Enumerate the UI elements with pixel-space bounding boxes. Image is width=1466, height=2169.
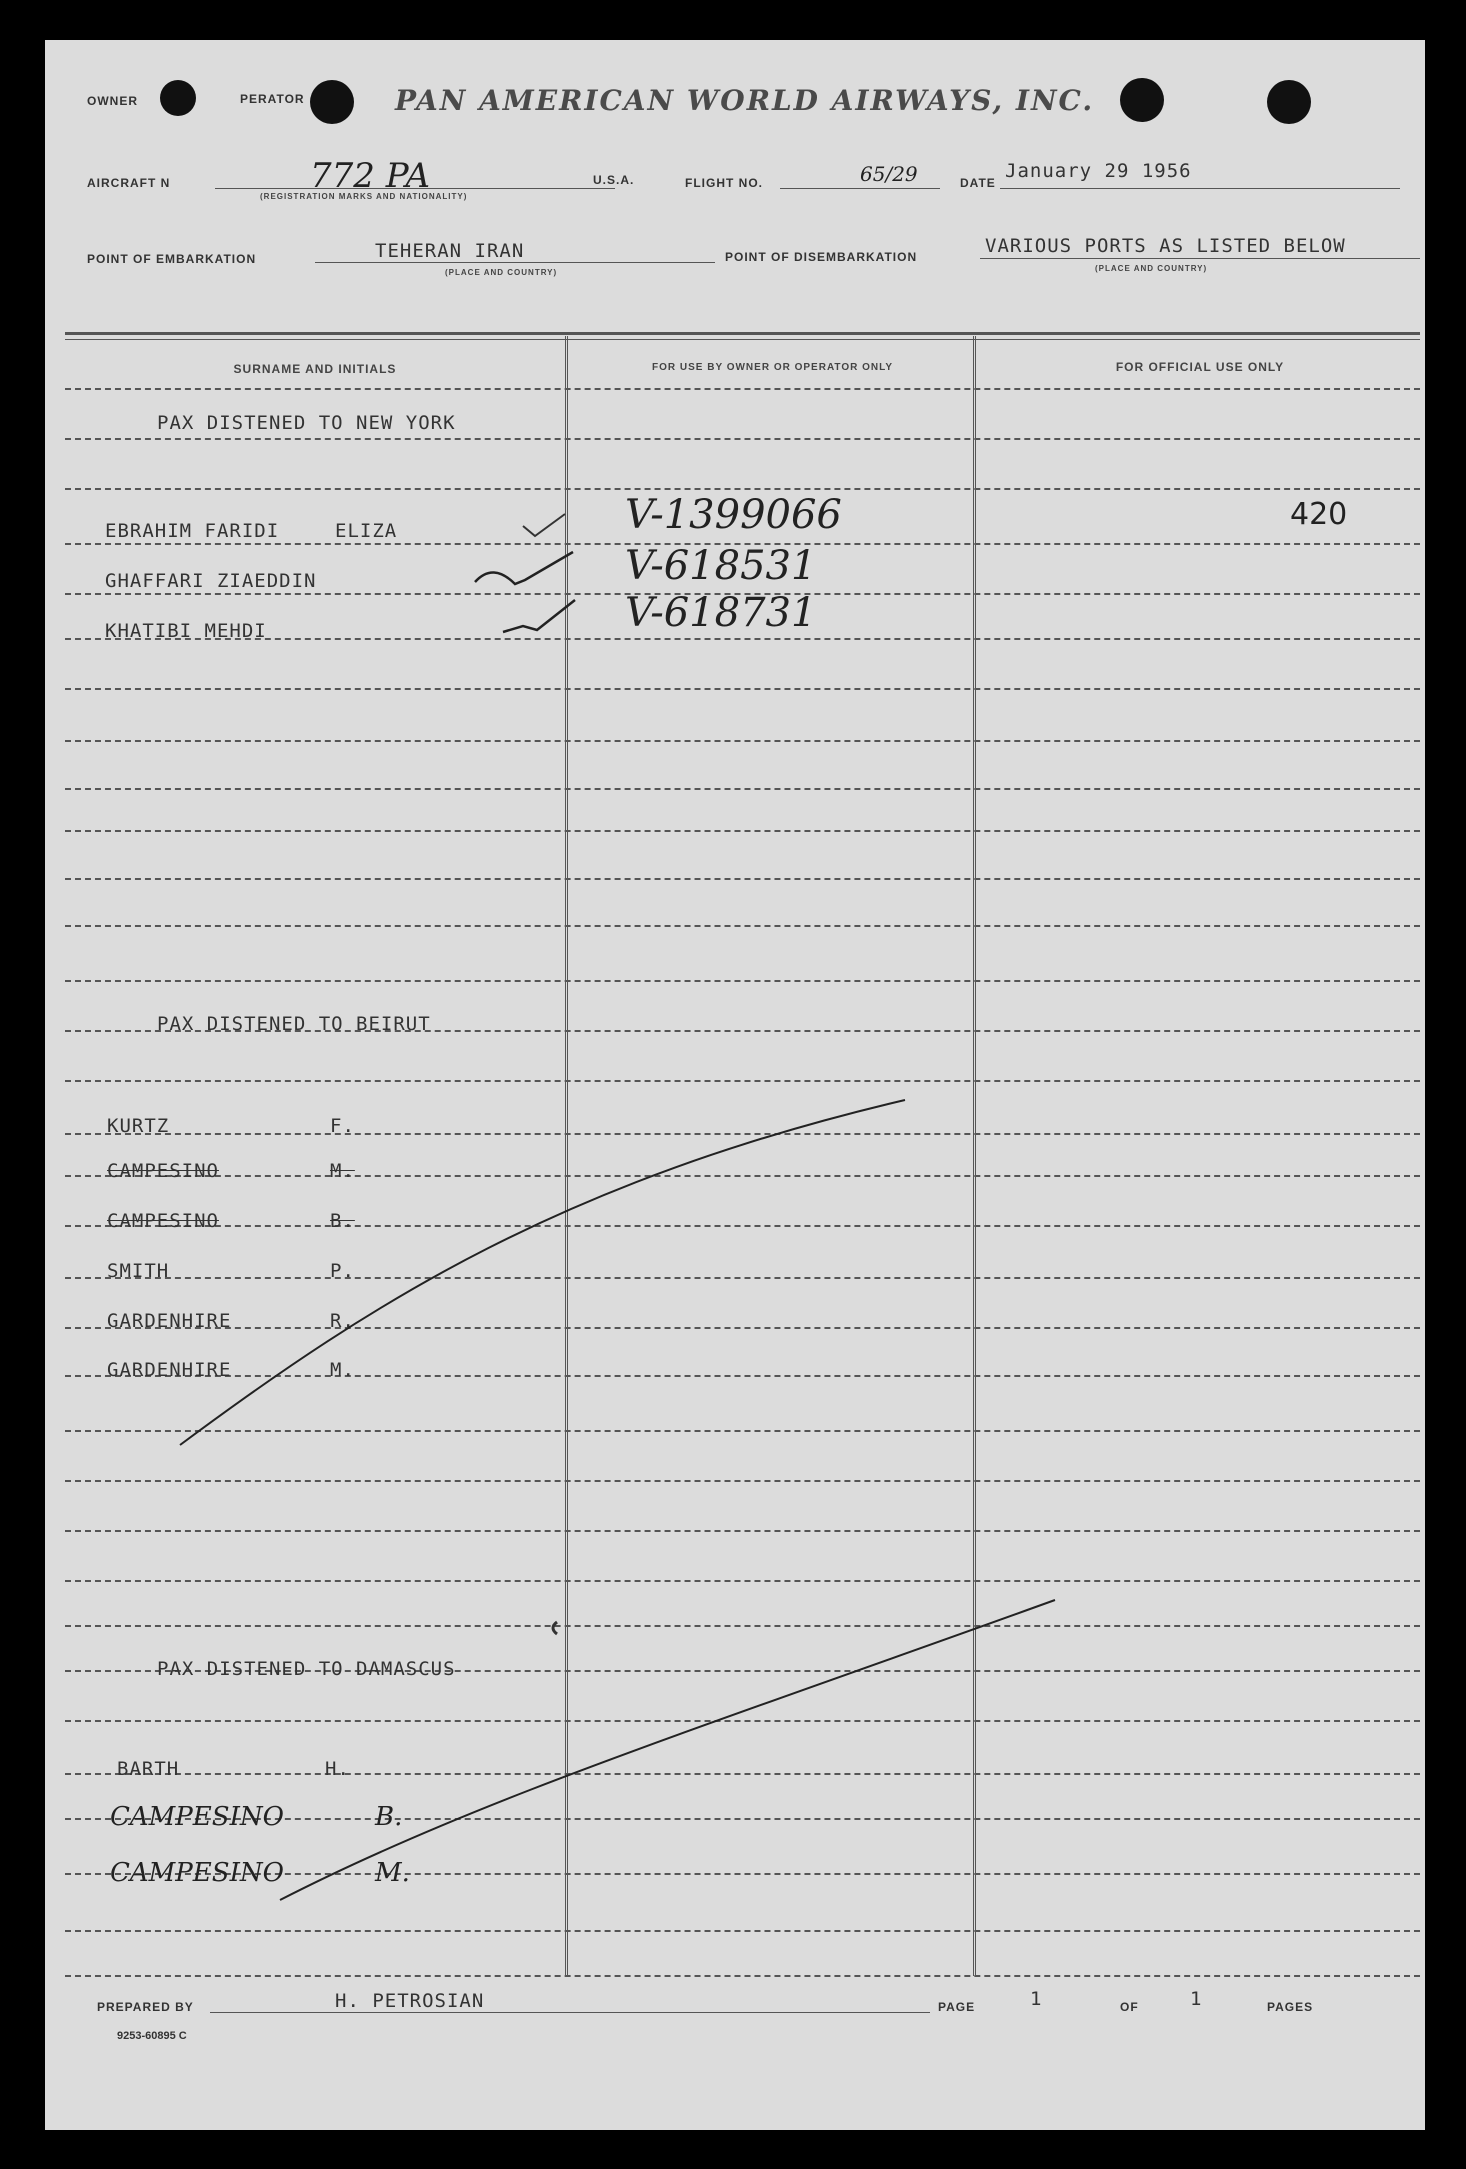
passenger-initials: B.: [330, 1210, 355, 1232]
passenger-surname: GARDENHIRE: [107, 1310, 232, 1332]
of-value: 1: [1190, 1988, 1203, 2010]
page-value: 1: [1030, 1988, 1043, 2010]
aircraft-label: AIRCRAFT N: [87, 176, 171, 190]
prepared-label: PREPARED BY: [97, 2000, 194, 2014]
passenger-surname: GHAFFARI ZIAEDDIN: [105, 570, 317, 592]
col-header-owner: FOR USE BY OWNER OR OPERATOR ONLY: [652, 362, 893, 373]
page-label: PAGE: [938, 2000, 976, 2014]
check-mark: [503, 600, 575, 632]
passenger-initials: B.: [375, 1802, 403, 1832]
passenger-initials: H.: [325, 1758, 350, 1780]
official-value: 420: [1290, 497, 1348, 532]
check-mark: [475, 552, 573, 584]
usa-label: U.S.A.: [593, 173, 635, 187]
disembark-label: POINT OF DISEMBARKATION: [725, 250, 918, 264]
ticket-number: V-618731: [625, 590, 817, 636]
passenger-surname: KURTZ: [107, 1115, 170, 1137]
aircraft-value: 772 PA: [310, 156, 431, 196]
disembark-caption: (PLACE AND COUNTRY): [1095, 264, 1208, 273]
prepared-value: H. PETROSIAN: [335, 1990, 485, 2012]
passenger-surname: CAMPESINO: [110, 1802, 284, 1832]
passenger-surname: KHATIBI MEHDI: [105, 620, 267, 642]
flight-label: FLIGHT NO.: [685, 176, 763, 190]
embark-caption: (PLACE AND COUNTRY): [445, 268, 558, 277]
section-heading-damascus: PAX DISTENED TO DAMASCUS: [157, 1658, 456, 1680]
passenger-initials: M.: [330, 1359, 355, 1381]
pages-label: PAGES: [1267, 2000, 1314, 2014]
embark-value: TEHERAN IRAN: [375, 240, 525, 262]
strike-line-beirut: [180, 1100, 905, 1445]
passenger-initials: F.: [330, 1115, 355, 1137]
col-header-surname: SURNAME AND INITIALS: [233, 362, 397, 376]
col-header-official: FOR OFFICIAL USE ONLY: [1115, 360, 1285, 374]
handwriting-overlay: [45, 40, 1425, 2130]
section-heading-new-york: PAX DISTENED TO NEW YORK: [157, 412, 456, 434]
passenger-surname: BARTH: [117, 1758, 180, 1780]
registration-caption: (REGISTRATION MARKS AND NATIONALITY): [260, 192, 468, 201]
passenger-surname: EBRAHIM FARIDI: [105, 520, 280, 542]
passenger-initials: M.: [375, 1858, 410, 1888]
strike-line-damascus: [280, 1600, 1055, 1900]
manifest-sheet: [45, 40, 1425, 2130]
passenger-surname: CAMPESINO: [107, 1210, 219, 1232]
passenger-initials: M.: [330, 1160, 355, 1182]
flight-value: 65/29: [860, 162, 918, 186]
ticket-number: V-618531: [625, 543, 817, 589]
passenger-initials: R.: [330, 1310, 355, 1332]
form-code: 9253-60895 C: [117, 2030, 187, 2042]
owner-label: OWNER: [87, 94, 138, 108]
company-name: PAN AMERICAN WORLD AIRWAYS, INC.: [395, 84, 1095, 117]
ticket-number: V-1399066: [625, 492, 842, 538]
passenger-surname: GARDENHIRE: [107, 1359, 232, 1381]
check-mark: [523, 514, 565, 536]
passenger-initials: P.: [330, 1260, 355, 1282]
date-value: January 29 1956: [1005, 160, 1192, 182]
passenger-initials: ELIZA: [335, 520, 398, 542]
section-heading-beirut: PAX DISTENED TO BEIRUT: [157, 1013, 431, 1035]
operator-label: PERATOR: [240, 92, 305, 106]
passenger-surname: CAMPESINO: [110, 1858, 284, 1888]
disembark-value: VARIOUS PORTS AS LISTED BELOW: [985, 235, 1346, 257]
passenger-surname: CAMPESINO: [107, 1160, 219, 1182]
passenger-surname: SMITH: [107, 1260, 170, 1282]
embark-label: POINT OF EMBARKATION: [87, 252, 257, 266]
stray-mark: [553, 1622, 557, 1634]
date-label: DATE: [960, 176, 996, 190]
of-label: OF: [1120, 2000, 1139, 2014]
